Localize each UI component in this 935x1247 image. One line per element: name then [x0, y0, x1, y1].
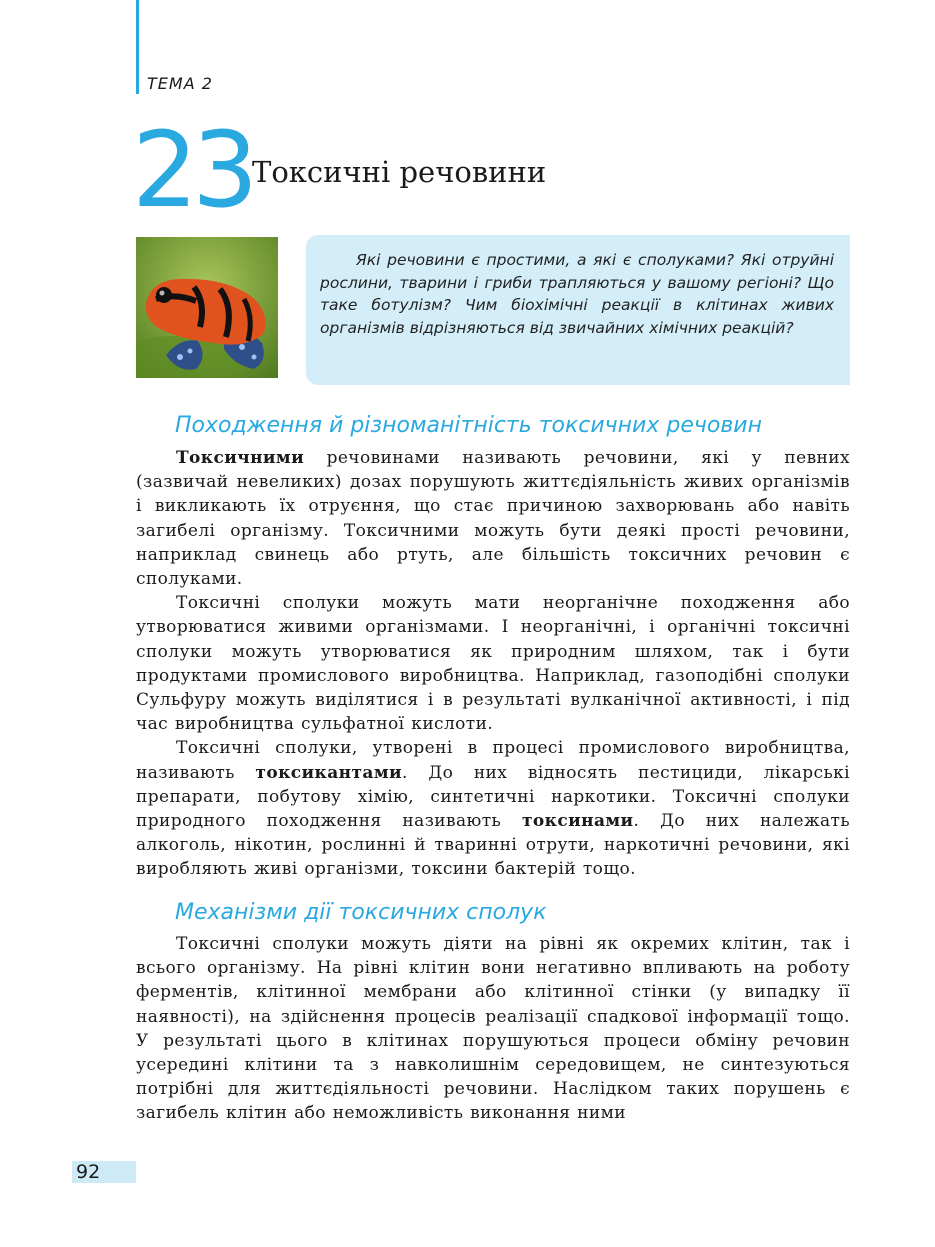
- lesson-title: Токсичні речовини: [252, 155, 547, 189]
- paragraph: Токсичні сполуки, утворені в процесі промислового виробництва, називають токсикантами. До них відносять пестициди, лікарські препарати, побутову хімію, синтетичні наркотики. Токсичні сполуки природного походження називають токсинами. До них належать алкоголь, нікотин, рослинні й тваринні отрути, наркотичні речовини, які виробляють живі організми, токсини бактерій тощо.: [136, 738, 850, 880]
- term-toxins: токсинами: [522, 811, 634, 832]
- intro-questions-text: Які речовини є простими, а які є сполуками? Які отруйні рослини, тварини і гриби трапляються у вашому регіоні? Що таке ботулізм? Чим біохімічні реакції в клітинах живих організмів відрізняються від звичайних хімічних реакцій?: [320, 251, 834, 337]
- lesson-number: 23: [132, 109, 253, 231]
- section-heading-origin: Походження й різноманітність токсичних речовин: [175, 413, 762, 438]
- section-body-mechanisms: [136, 932, 850, 1126]
- topic-accent-bar: [136, 0, 139, 94]
- page-number: 92: [76, 1161, 101, 1183]
- intro-questions-box: [306, 235, 850, 385]
- page-number-tab: [72, 1161, 136, 1183]
- section-heading-mechanisms: Механізми дії токсичних сполук: [175, 900, 547, 925]
- paragraph: Токсичні сполуки можуть діяти на рівні як окремих клітин, так і всього організму. На рівні клітин вони негативно впливають на роботу ферментів, клітинної мембрани або клітинної стінки (у випадку її наявності), на здійснення процесів реалізації спадкової інформації тощо. У результаті цього в клітинах порушуються процеси обміну речовин усередині клітини та з навколишнім середовищем, не синтезуються потрібні для життєдіяльності речовини. Наслідком таких порушень є загибель клітин або неможливість виконання ними: [136, 934, 850, 1124]
- poison-frog-image: [136, 237, 278, 378]
- paragraph: Токсичними речовинами називають речовини, які у певних (зазвичай невеликих) дозах порушують життєдіяльність живих організмів і викликають їх отруєння, що стає причиною захворювань або навіть загибелі організму. Токсичними можуть бути деякі прості речовини, наприклад свинець або ртуть, але більшість токсичних речовин є сполуками.: [136, 448, 850, 590]
- term-toxic: Токсичними: [176, 448, 305, 468]
- section-body-origin: [136, 446, 850, 882]
- paragraph: Токсичні сполуки можуть мати неорганічне походження або утворюватися живими організмами. І неорганічні, і органічні токсичні сполуки можуть утворюватися як природним шляхом, так і бути продуктами промислового виробництва. Наприклад, газоподібні сполуки Сульфуру можуть виділятися і в результаті вулканічної активності, і під час виробництва сульфатної кислоти.: [136, 593, 850, 735]
- term-toxicants: токсикантами: [255, 762, 402, 783]
- topic-label: ТЕМА 2: [147, 74, 213, 93]
